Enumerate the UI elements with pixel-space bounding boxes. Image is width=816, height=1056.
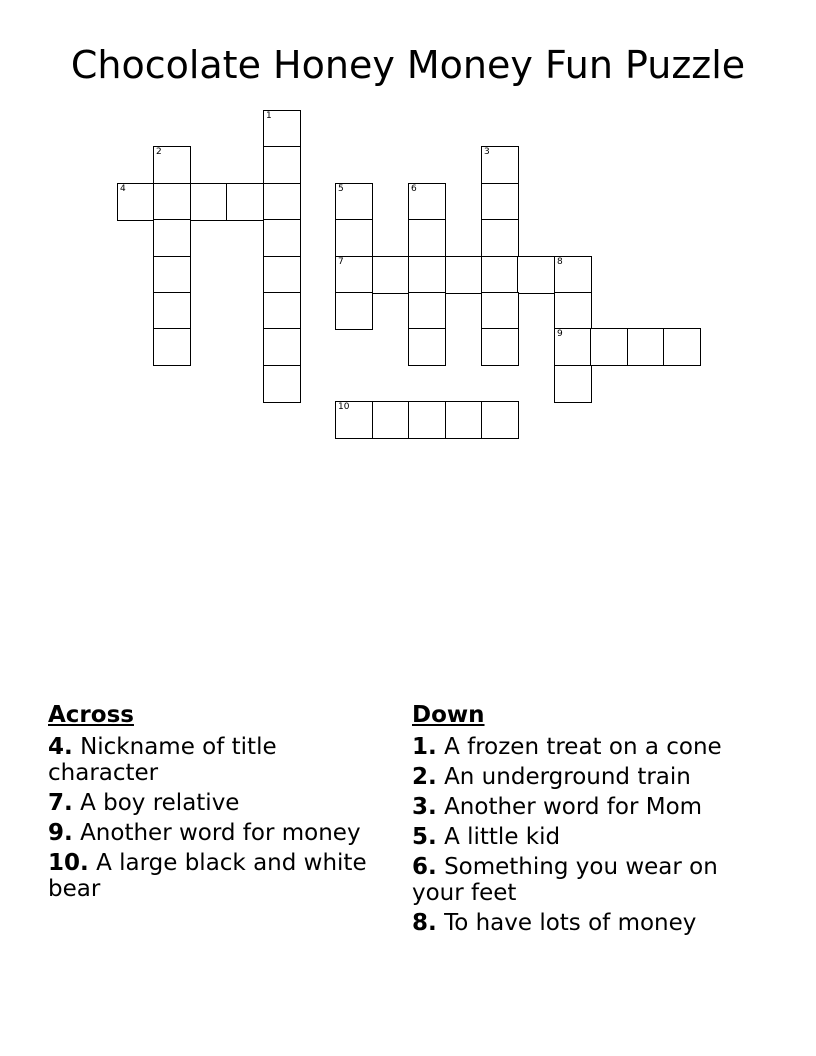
cell-number: 6: [411, 184, 417, 194]
grid-cell[interactable]: [481, 401, 519, 439]
grid-cell[interactable]: [335, 292, 373, 330]
grid-cell[interactable]: [481, 219, 519, 257]
grid-cell[interactable]: [481, 328, 519, 366]
clue-item: [48, 790, 393, 816]
grid-cell[interactable]: [481, 256, 519, 294]
clue-number: 4.: [48, 734, 73, 760]
clue-text: An underground train: [444, 764, 691, 790]
grid-cell[interactable]: [408, 256, 446, 294]
grid-cell[interactable]: [335, 401, 373, 439]
clue-text: A boy relative: [80, 790, 240, 816]
cell-number: 2: [156, 147, 162, 157]
grid-cell[interactable]: [335, 219, 373, 257]
grid-cell[interactable]: [263, 365, 301, 403]
down-clue-list: [412, 734, 762, 936]
grid-cell[interactable]: [153, 256, 191, 294]
grid-cell[interactable]: [153, 292, 191, 330]
grid-cell[interactable]: [372, 256, 410, 294]
grid-cell[interactable]: [408, 401, 446, 439]
clue-text: Nickname of title character: [48, 734, 277, 786]
grid-cell[interactable]: [408, 292, 446, 330]
grid-cell[interactable]: [263, 328, 301, 366]
grid-cell[interactable]: [408, 183, 446, 221]
across-clues: [48, 702, 393, 906]
grid-cell[interactable]: [445, 401, 483, 439]
grid-cell[interactable]: [117, 183, 155, 221]
grid-cell[interactable]: [153, 219, 191, 257]
clue-number: 3.: [412, 794, 437, 820]
clue-item: [412, 854, 762, 906]
clue-number: 10.: [48, 850, 89, 876]
clue-item: [412, 824, 762, 850]
clue-item: [48, 850, 393, 902]
across-heading: Across: [48, 702, 134, 728]
clue-text: A little kid: [444, 824, 561, 850]
grid-cell[interactable]: [263, 292, 301, 330]
clue-number: 1.: [412, 734, 437, 760]
cell-number: 8: [557, 257, 563, 267]
grid-cell[interactable]: [263, 146, 301, 184]
cell-number: 10: [338, 402, 350, 412]
cell-number: 7: [338, 257, 344, 267]
grid-cell[interactable]: [481, 183, 519, 221]
clue-number: 8.: [412, 910, 437, 936]
grid-cell[interactable]: [263, 110, 301, 148]
clue-item: [412, 764, 762, 790]
clue-text: To have lots of money: [444, 910, 697, 936]
clue-text: Another word for Mom: [444, 794, 703, 820]
clue-number: 5.: [412, 824, 437, 850]
grid-cell[interactable]: [335, 256, 373, 294]
grid-cell[interactable]: [263, 183, 301, 221]
grid-cell[interactable]: [263, 219, 301, 257]
down-heading: Down: [412, 702, 485, 728]
grid-cell[interactable]: [263, 256, 301, 294]
clue-item: [412, 910, 762, 936]
clue-item: [48, 734, 393, 786]
grid-cell[interactable]: [408, 328, 446, 366]
grid-cell[interactable]: [663, 328, 701, 366]
grid-cell[interactable]: [554, 292, 592, 330]
cell-number: 1: [266, 111, 272, 121]
cell-number: 5: [338, 184, 344, 194]
grid-cell[interactable]: [627, 328, 665, 366]
clue-number: 7.: [48, 790, 73, 816]
grid-cell[interactable]: [590, 328, 628, 366]
grid-cell[interactable]: [481, 146, 519, 184]
grid-cell[interactable]: [517, 256, 555, 294]
cell-number: 9: [557, 329, 563, 339]
clue-text: A frozen treat on a cone: [444, 734, 722, 760]
clue-text: A large black and white bear: [48, 850, 367, 902]
grid-cell[interactable]: [372, 401, 410, 439]
cell-number: 3: [484, 147, 490, 157]
grid-cell[interactable]: [445, 256, 483, 294]
across-clue-list: [48, 734, 393, 902]
grid-cell[interactable]: [408, 219, 446, 257]
clue-number: 6.: [412, 854, 437, 880]
clue-number: 9.: [48, 820, 73, 846]
grid-cell[interactable]: [226, 183, 264, 221]
grid-cell[interactable]: [481, 292, 519, 330]
cell-number: 4: [120, 184, 126, 194]
clue-item: [48, 820, 393, 846]
grid-cell[interactable]: [554, 328, 592, 366]
grid-cell[interactable]: [554, 256, 592, 294]
grid-cell[interactable]: [554, 365, 592, 403]
grid-cell[interactable]: [153, 146, 191, 184]
down-clues: [412, 702, 762, 940]
clue-item: [412, 734, 762, 760]
clue-text: Something you wear on your feet: [412, 854, 718, 906]
crossword-grid: [0, 0, 816, 460]
grid-cell[interactable]: [190, 183, 228, 221]
grid-cell[interactable]: [153, 183, 191, 221]
clue-number: 2.: [412, 764, 437, 790]
clue-item: [412, 794, 762, 820]
clue-text: Another word for money: [80, 820, 361, 846]
grid-cell[interactable]: [335, 183, 373, 221]
grid-cell[interactable]: [153, 328, 191, 366]
puzzle-title: Chocolate Honey Money Fun Puzzle: [70, 43, 746, 87]
